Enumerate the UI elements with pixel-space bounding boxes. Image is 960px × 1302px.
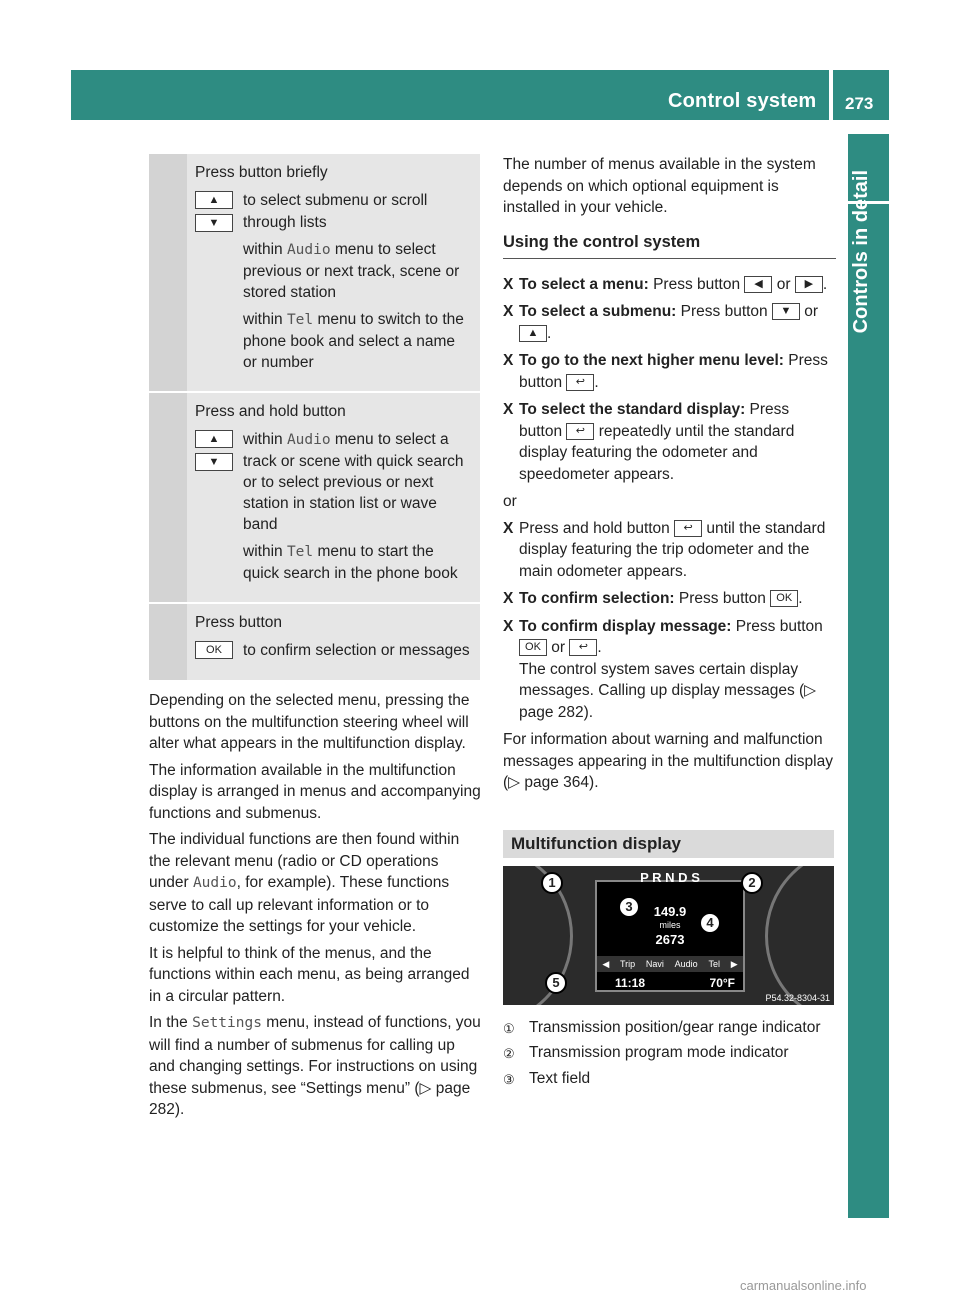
callout-1: 1	[541, 872, 563, 894]
page-title: Control system	[668, 90, 817, 112]
table-heading: Press button briefly	[195, 164, 328, 181]
table-row	[195, 640, 472, 668]
paragraph: The individual functions are then found within the relevant menu (radio or CD operations under Audio, for example). These functions serve to call up relevant information or to customize the settings for your vehicle.	[149, 831, 460, 935]
button-table	[149, 154, 480, 682]
trip-unit: miles	[659, 919, 681, 930]
step: X To select the standard display: Press button ↩ repeatedly until the standard display featuring the odometer and speedometer appears.	[503, 401, 795, 483]
table-heading: Press and hold button	[195, 403, 346, 420]
legend-number: ①	[503, 1020, 515, 1036]
back-icon: ↩	[566, 423, 594, 440]
menu-navi: Navi	[645, 958, 664, 969]
step: X To select a submenu: Press button ▼ or ▲ .	[503, 303, 819, 342]
step: X To select a menu: Press button ◀ or ▶ .	[503, 274, 836, 296]
key-column	[195, 429, 243, 590]
paragraph: In the Settings menu, instead of functions, you will find a number of submenus for calling up and changing settings. For instructions on using these submenus, see “Settings menu” (▷ page 282).	[149, 1014, 481, 1118]
description: to select submenu or scroll through lists	[243, 192, 428, 231]
menu-right-arrow-icon: ▶	[730, 958, 738, 969]
back-icon: ↩	[566, 374, 594, 391]
description-column	[243, 190, 472, 379]
key-column	[195, 190, 243, 379]
description-column	[243, 429, 472, 590]
or-text: or	[503, 493, 517, 510]
table-row	[195, 429, 472, 590]
trip-value: 149.9	[653, 903, 687, 919]
step-marker: X	[503, 275, 514, 293]
callout-5: 5	[545, 972, 567, 994]
tachometer-gauge	[765, 866, 834, 1005]
header-divider	[829, 70, 833, 120]
table-row	[195, 190, 472, 379]
description: to confirm selection or messages	[243, 642, 470, 659]
step: X To confirm display message: Press button OK or ↩ . The control system saves certain display messages. Calling up display messages (▷ page 282).	[503, 617, 823, 721]
back-icon: ↩	[569, 639, 597, 656]
right-arrow-icon: ▶	[795, 276, 823, 293]
step-marker: X	[503, 590, 514, 607]
paragraph: The number of menus available in the system depends on which optional equipment is installed in your vehicle.	[503, 156, 816, 216]
description: within Tel menu to switch to the phone book and select a name or number	[243, 311, 464, 371]
left-arrow-icon: ◀	[744, 276, 772, 293]
page-number: 273	[845, 94, 874, 113]
down-arrow-icon: ▼	[772, 303, 800, 320]
menu-trip: Trip	[620, 958, 636, 969]
side-label: Controls in detail	[850, 170, 872, 334]
program-indicator: S	[691, 869, 700, 885]
paragraph: Depending on the selected menu, pressing the buttons on the multifunction steering wheel will alter what appears in the multifunction display.	[149, 692, 470, 752]
up-key-icon: ▲	[195, 191, 233, 209]
ok-icon: OK	[519, 639, 547, 656]
up-key-icon: ▲	[195, 430, 233, 448]
paragraph: For information about warning and malfunction messages appearing in the multifunction display (▷ page 364).	[503, 731, 833, 791]
ok-icon: OK	[770, 590, 798, 607]
left-column	[149, 690, 482, 1126]
paragraph: The information available in the multifunction display is arranged in menus and accompanying functions and submenus.	[149, 761, 481, 822]
callout-2: 2	[741, 872, 763, 894]
step: X To confirm selection: Press button OK .	[503, 588, 836, 610]
legend-item: ② Transmission program mode indicator	[503, 1042, 836, 1064]
watermark: carmanualsonline.info	[740, 1278, 867, 1293]
section-title: Multifunction display	[503, 830, 834, 858]
description: within Audio menu to select a track or scene with quick search or to select previous or next station in station list or wave band	[243, 431, 464, 533]
legend-number: ③	[503, 1071, 515, 1087]
key-column	[195, 640, 243, 668]
figure-id: P54.32-8304-31	[765, 992, 830, 1003]
step-marker: X	[503, 617, 514, 635]
step: X Press and hold button ↩ until the standard display featuring the trip odometer and the main odometer appears.	[503, 519, 826, 580]
step: X To go to the next higher menu level: Press button ↩ .	[503, 352, 828, 391]
odometer-value: 2673	[655, 931, 685, 947]
step-marker: X	[503, 401, 514, 418]
up-arrow-icon: ▲	[519, 325, 547, 342]
multifunction-display-figure	[503, 866, 834, 1005]
right-column	[503, 154, 836, 1093]
legend-number: ②	[503, 1046, 515, 1061]
table-section	[149, 604, 480, 682]
legend-item: ① Transmission position/gear range indicator	[503, 1017, 836, 1039]
down-key-icon: ▼	[195, 214, 233, 232]
table-section	[149, 393, 480, 604]
description-column	[243, 640, 470, 668]
menu-audio: Audio	[674, 958, 698, 969]
step-marker: X	[503, 352, 514, 369]
callout-4: 4	[699, 912, 721, 934]
menu-bar	[597, 956, 743, 972]
menu-tel: Tel	[708, 958, 720, 969]
down-key-icon: ▼	[195, 453, 233, 471]
ok-key-icon: OK	[195, 641, 233, 659]
step-marker: X	[503, 519, 514, 537]
section-subheading: Using the control system	[503, 231, 836, 259]
display-screen	[595, 869, 745, 992]
back-icon: ↩	[674, 520, 702, 537]
description: within Tel menu to start the quick search in the phone book	[243, 543, 458, 582]
table-section	[149, 154, 480, 393]
menu-left-arrow-icon: ◀	[602, 958, 610, 969]
callout-3: 3	[618, 896, 640, 918]
step-marker: X	[503, 303, 514, 320]
table-heading: Press button	[195, 614, 283, 631]
description: within Audio menu to select previous or next track, scene or stored station	[243, 241, 460, 301]
paragraph: It is helpful to think of the menus, and the functions within each menu, as being arranged in a circular pattern.	[149, 944, 470, 1005]
clock: 11:18	[615, 975, 646, 990]
legend-item: ③ Text field	[503, 1068, 836, 1090]
gear-indicator: P R N D	[640, 869, 688, 885]
outside-temperature: 70°F	[709, 975, 735, 990]
